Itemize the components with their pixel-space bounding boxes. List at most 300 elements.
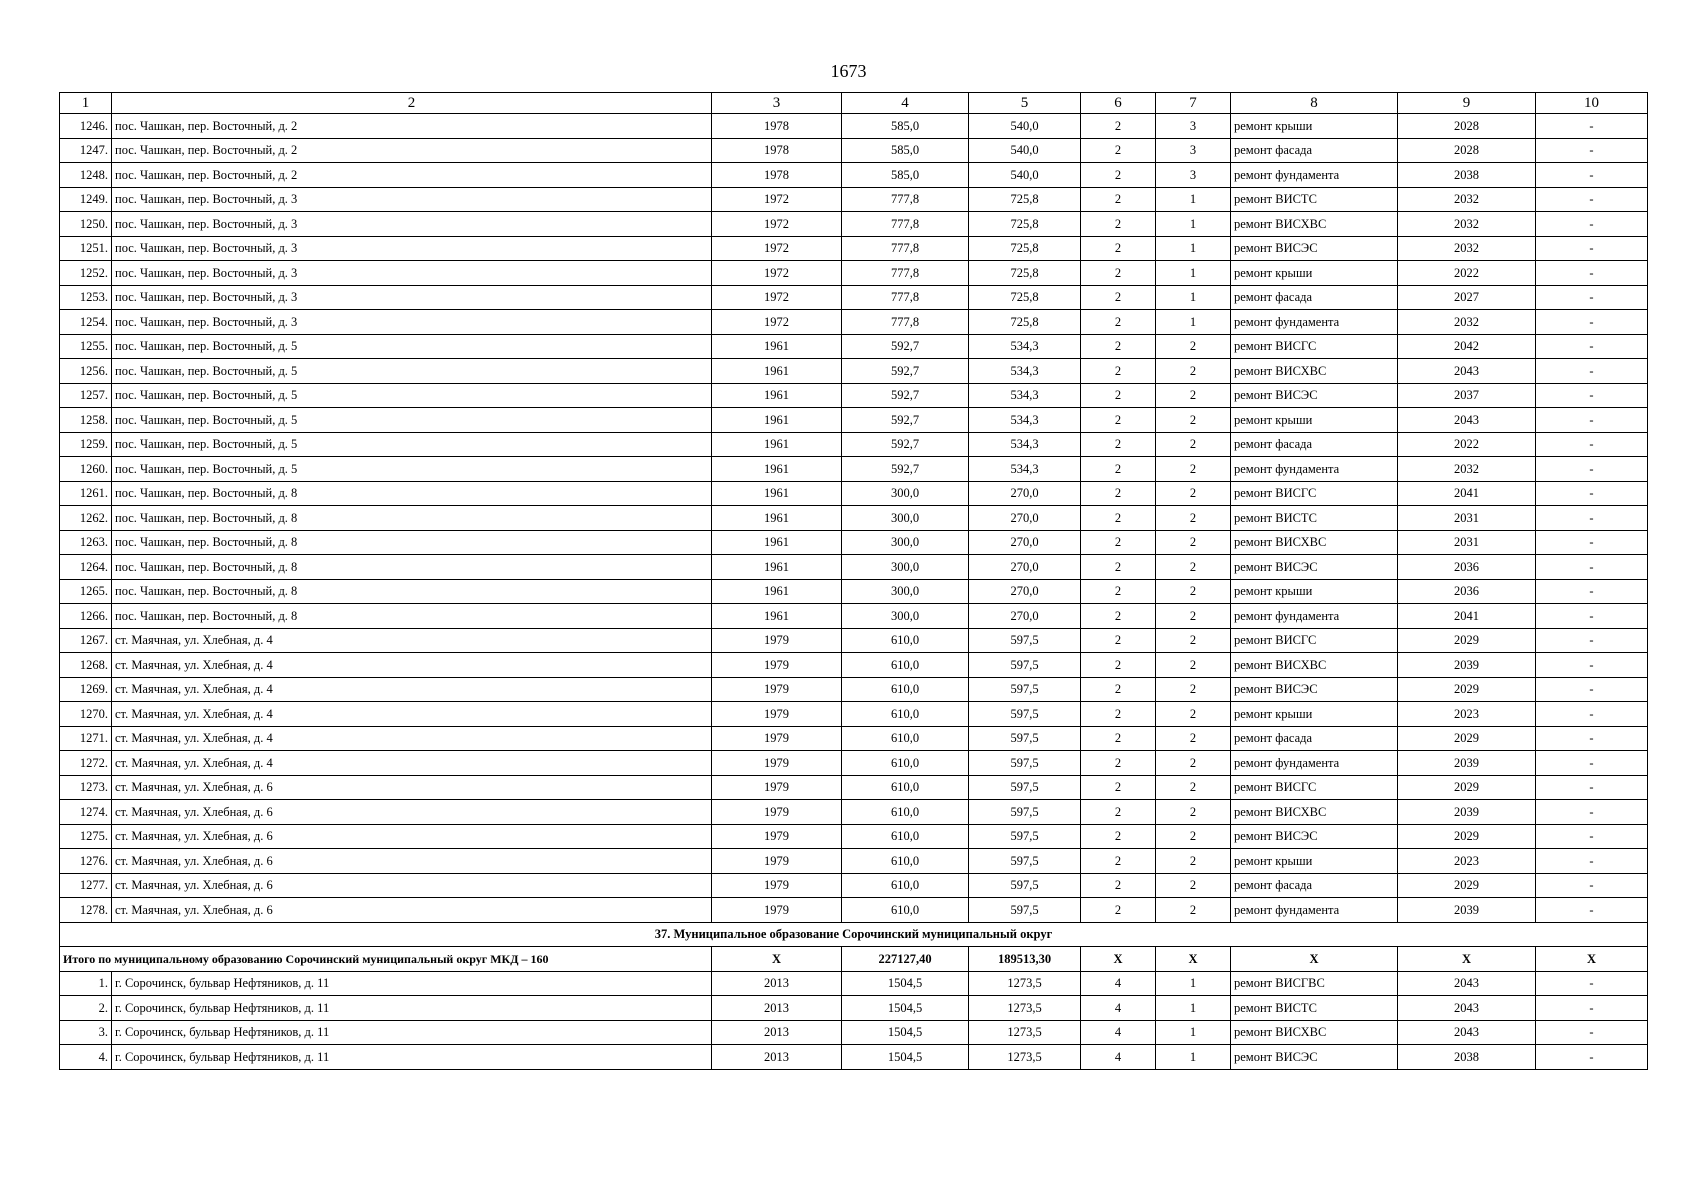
table-body-section-37-header bbox=[60, 922, 1648, 971]
cell-build-year: 1979 bbox=[712, 628, 842, 653]
cell-work-type: ремонт крыши bbox=[1231, 579, 1398, 604]
cell-row-number: 1262. bbox=[60, 506, 112, 531]
cell-area-living: 540,0 bbox=[969, 138, 1081, 163]
cell-build-year: 2013 bbox=[712, 1020, 842, 1045]
table-row bbox=[60, 628, 1648, 653]
cell-plan-year: 2031 bbox=[1398, 530, 1536, 555]
table-row bbox=[60, 138, 1648, 163]
cell-row-number: 1246. bbox=[60, 114, 112, 139]
cell-area-living: 597,5 bbox=[969, 702, 1081, 727]
cell-build-year: 1961 bbox=[712, 408, 842, 433]
cell-plan-year: 2023 bbox=[1398, 702, 1536, 727]
cell-plan-year: 2028 bbox=[1398, 114, 1536, 139]
cell-plan-year: 2027 bbox=[1398, 285, 1536, 310]
cell-row-number: 1263. bbox=[60, 530, 112, 555]
cell-plan-year: 2029 bbox=[1398, 726, 1536, 751]
cell-plan-year: 2028 bbox=[1398, 138, 1536, 163]
cell-plan-year: 2031 bbox=[1398, 506, 1536, 531]
table-row bbox=[60, 187, 1648, 212]
cell-plan-year: 2032 bbox=[1398, 187, 1536, 212]
table-row bbox=[60, 996, 1648, 1021]
cell-work-type: ремонт ВИСХВС bbox=[1231, 653, 1398, 678]
cell-area-total: 1504,5 bbox=[842, 971, 969, 996]
cell-work-type: ремонт фасада bbox=[1231, 285, 1398, 310]
cell-area-total: 610,0 bbox=[842, 653, 969, 678]
cell-note: - bbox=[1536, 334, 1648, 359]
cell-floors: 2 bbox=[1081, 726, 1156, 751]
cell-area-living: 534,3 bbox=[969, 334, 1081, 359]
cell-row-number: 1267. bbox=[60, 628, 112, 653]
cell-entrances: 2 bbox=[1156, 898, 1231, 923]
column-header: 10 bbox=[1536, 93, 1648, 114]
cell-build-year: 1979 bbox=[712, 653, 842, 678]
cell-work-type: ремонт крыши bbox=[1231, 114, 1398, 139]
cell-floors: 2 bbox=[1081, 187, 1156, 212]
cell-address: пос. Чашкан, пер. Восточный, д. 3 bbox=[112, 261, 712, 286]
cell-area-living: 597,5 bbox=[969, 824, 1081, 849]
cell-area-total: 592,7 bbox=[842, 334, 969, 359]
cell-address: пос. Чашкан, пер. Восточный, д. 8 bbox=[112, 555, 712, 580]
cell-entrances: 2 bbox=[1156, 555, 1231, 580]
cell-area-total: 777,8 bbox=[842, 285, 969, 310]
column-header: 2 bbox=[112, 93, 712, 114]
cell-area-total: 300,0 bbox=[842, 579, 969, 604]
cell-row-number: 1259. bbox=[60, 432, 112, 457]
cell-work-type: ремонт ВИСХВС bbox=[1231, 800, 1398, 825]
cell-note: - bbox=[1536, 653, 1648, 678]
cell-work-type: ремонт фундамента bbox=[1231, 310, 1398, 335]
cell-work-type: ремонт фундамента bbox=[1231, 457, 1398, 482]
cell-address: г. Сорочинск, бульвар Нефтяников, д. 11 bbox=[112, 996, 712, 1021]
cell-build-year: 1979 bbox=[712, 677, 842, 702]
section-title: 37. Муниципальное образование Сорочинский муниципальный округ bbox=[60, 922, 1648, 947]
cell-area-living: 540,0 bbox=[969, 163, 1081, 188]
cell-row-number: 1276. bbox=[60, 849, 112, 874]
cell-address: г. Сорочинск, бульвар Нефтяников, д. 11 bbox=[112, 1020, 712, 1045]
cell-work-type: ремонт фундамента bbox=[1231, 898, 1398, 923]
cell-entrances: 2 bbox=[1156, 653, 1231, 678]
cell-work-type: ремонт фасада bbox=[1231, 873, 1398, 898]
table-row bbox=[60, 114, 1648, 139]
cell-plan-year: 2029 bbox=[1398, 775, 1536, 800]
cell-entrances: 1 bbox=[1156, 996, 1231, 1021]
cell-address: пос. Чашкан, пер. Восточный, д. 3 bbox=[112, 236, 712, 261]
cell-area-total: 610,0 bbox=[842, 751, 969, 776]
table-body-section-36 bbox=[60, 114, 1648, 923]
cell-note: - bbox=[1536, 751, 1648, 776]
cell-note: - bbox=[1536, 775, 1648, 800]
cell-address: пос. Чашкан, пер. Восточный, д. 2 bbox=[112, 138, 712, 163]
table-row bbox=[60, 726, 1648, 751]
cell-note: - bbox=[1536, 873, 1648, 898]
cell-plan-year: 2032 bbox=[1398, 310, 1536, 335]
cell-work-type: ремонт крыши bbox=[1231, 702, 1398, 727]
cell-floors: 2 bbox=[1081, 359, 1156, 384]
cell-area-living: 725,8 bbox=[969, 261, 1081, 286]
cell-plan-year: 2029 bbox=[1398, 677, 1536, 702]
cell-entrances: 2 bbox=[1156, 677, 1231, 702]
cell-floors: 4 bbox=[1081, 996, 1156, 1021]
cell-address: г. Сорочинск, бульвар Нефтяников, д. 11 bbox=[112, 971, 712, 996]
cell-area-total: 300,0 bbox=[842, 604, 969, 629]
cell-floors: 2 bbox=[1081, 457, 1156, 482]
column-header: 5 bbox=[969, 93, 1081, 114]
table-row bbox=[60, 555, 1648, 580]
cell-area-total: 1504,5 bbox=[842, 1020, 969, 1045]
table-row bbox=[60, 432, 1648, 457]
cell-work-type: ремонт фасада bbox=[1231, 432, 1398, 457]
table-row bbox=[60, 800, 1648, 825]
cell-build-year: 1972 bbox=[712, 261, 842, 286]
cell-build-year: 2013 bbox=[712, 1045, 842, 1070]
cell-entrances: 2 bbox=[1156, 702, 1231, 727]
cell-entrances: 2 bbox=[1156, 334, 1231, 359]
cell-address: ст. Маячная, ул. Хлебная, д. 4 bbox=[112, 628, 712, 653]
cell-work-type: ремонт ВИСГС bbox=[1231, 334, 1398, 359]
cell-address: пос. Чашкан, пер. Восточный, д. 5 bbox=[112, 432, 712, 457]
cell-address: пос. Чашкан, пер. Восточный, д. 8 bbox=[112, 506, 712, 531]
cell-row-number: 1247. bbox=[60, 138, 112, 163]
cell-note: - bbox=[1536, 481, 1648, 506]
cell-row-number: 1255. bbox=[60, 334, 112, 359]
cell-note: - bbox=[1536, 359, 1648, 384]
cell-row-number: 1278. bbox=[60, 898, 112, 923]
cell-entrances: 2 bbox=[1156, 775, 1231, 800]
cell-plan-year: 2043 bbox=[1398, 996, 1536, 1021]
cell-area-total: 1504,5 bbox=[842, 996, 969, 1021]
cell-address: ст. Маячная, ул. Хлебная, д. 6 bbox=[112, 775, 712, 800]
cell-area-living: 597,5 bbox=[969, 775, 1081, 800]
table-body-section-37 bbox=[60, 971, 1648, 1069]
cell-area-living: 597,5 bbox=[969, 751, 1081, 776]
total-work: Х bbox=[1231, 947, 1398, 972]
cell-note: - bbox=[1536, 530, 1648, 555]
cell-entrances: 2 bbox=[1156, 359, 1231, 384]
cell-entrances: 2 bbox=[1156, 432, 1231, 457]
cell-area-living: 534,3 bbox=[969, 432, 1081, 457]
table-row bbox=[60, 457, 1648, 482]
cell-area-living: 597,5 bbox=[969, 628, 1081, 653]
cell-address: ст. Маячная, ул. Хлебная, д. 4 bbox=[112, 751, 712, 776]
cell-area-total: 610,0 bbox=[842, 873, 969, 898]
cell-row-number: 1257. bbox=[60, 383, 112, 408]
cell-floors: 2 bbox=[1081, 383, 1156, 408]
cell-floors: 2 bbox=[1081, 138, 1156, 163]
table-row bbox=[60, 677, 1648, 702]
cell-area-living: 534,3 bbox=[969, 457, 1081, 482]
cell-floors: 2 bbox=[1081, 628, 1156, 653]
cell-area-living: 597,5 bbox=[969, 653, 1081, 678]
cell-floors: 2 bbox=[1081, 775, 1156, 800]
cell-work-type: ремонт ВИСГВС bbox=[1231, 971, 1398, 996]
cell-build-year: 1961 bbox=[712, 530, 842, 555]
cell-floors: 4 bbox=[1081, 971, 1156, 996]
total-row bbox=[60, 947, 1648, 972]
cell-plan-year: 2022 bbox=[1398, 432, 1536, 457]
total-floors: Х bbox=[1081, 947, 1156, 972]
cell-floors: 2 bbox=[1081, 702, 1156, 727]
cell-floors: 2 bbox=[1081, 604, 1156, 629]
cell-work-type: ремонт фасада bbox=[1231, 726, 1398, 751]
table-row bbox=[60, 383, 1648, 408]
cell-area-total: 610,0 bbox=[842, 726, 969, 751]
cell-build-year: 1961 bbox=[712, 604, 842, 629]
cell-area-total: 585,0 bbox=[842, 114, 969, 139]
table-row bbox=[60, 604, 1648, 629]
cell-row-number: 1253. bbox=[60, 285, 112, 310]
cell-build-year: 1979 bbox=[712, 702, 842, 727]
table-row bbox=[60, 530, 1648, 555]
cell-work-type: ремонт фундамента bbox=[1231, 604, 1398, 629]
cell-plan-year: 2041 bbox=[1398, 604, 1536, 629]
cell-note: - bbox=[1536, 114, 1648, 139]
cell-address: пос. Чашкан, пер. Восточный, д. 2 bbox=[112, 114, 712, 139]
cell-work-type: ремонт ВИСЭС bbox=[1231, 824, 1398, 849]
cell-address: пос. Чашкан, пер. Восточный, д. 3 bbox=[112, 187, 712, 212]
cell-note: - bbox=[1536, 163, 1648, 188]
cell-row-number: 1271. bbox=[60, 726, 112, 751]
cell-work-type: ремонт ВИСГС bbox=[1231, 481, 1398, 506]
cell-area-living: 597,5 bbox=[969, 873, 1081, 898]
cell-area-living: 534,3 bbox=[969, 408, 1081, 433]
cell-build-year: 1972 bbox=[712, 310, 842, 335]
cell-build-year: 1972 bbox=[712, 285, 842, 310]
cell-note: - bbox=[1536, 628, 1648, 653]
cell-note: - bbox=[1536, 1020, 1648, 1045]
cell-work-type: ремонт фундамента bbox=[1231, 163, 1398, 188]
cell-build-year: 1979 bbox=[712, 775, 842, 800]
cell-area-living: 270,0 bbox=[969, 579, 1081, 604]
cell-row-number: 1248. bbox=[60, 163, 112, 188]
cell-note: - bbox=[1536, 971, 1648, 996]
table-row bbox=[60, 653, 1648, 678]
cell-plan-year: 2041 bbox=[1398, 481, 1536, 506]
cell-area-living: 270,0 bbox=[969, 506, 1081, 531]
cell-plan-year: 2037 bbox=[1398, 383, 1536, 408]
cell-area-total: 592,7 bbox=[842, 359, 969, 384]
table-row bbox=[60, 359, 1648, 384]
cell-area-total: 610,0 bbox=[842, 628, 969, 653]
cell-entrances: 1 bbox=[1156, 971, 1231, 996]
cell-area-total: 777,8 bbox=[842, 310, 969, 335]
cell-entrances: 2 bbox=[1156, 751, 1231, 776]
cell-note: - bbox=[1536, 506, 1648, 531]
table-row bbox=[60, 873, 1648, 898]
cell-entrances: 2 bbox=[1156, 873, 1231, 898]
cell-area-total: 777,8 bbox=[842, 236, 969, 261]
table-row bbox=[60, 481, 1648, 506]
cell-area-total: 592,7 bbox=[842, 383, 969, 408]
cell-row-number: 1273. bbox=[60, 775, 112, 800]
cell-entrances: 1 bbox=[1156, 187, 1231, 212]
cell-entrances: 1 bbox=[1156, 212, 1231, 237]
cell-floors: 2 bbox=[1081, 334, 1156, 359]
cell-work-type: ремонт ВИСХВС bbox=[1231, 212, 1398, 237]
cell-build-year: 2013 bbox=[712, 996, 842, 1021]
column-header: 6 bbox=[1081, 93, 1156, 114]
table-row bbox=[60, 579, 1648, 604]
column-header: 9 bbox=[1398, 93, 1536, 114]
cell-row-number: 1249. bbox=[60, 187, 112, 212]
cell-build-year: 1961 bbox=[712, 383, 842, 408]
cell-floors: 2 bbox=[1081, 677, 1156, 702]
cell-work-type: ремонт ВИСХВС bbox=[1231, 359, 1398, 384]
cell-address: пос. Чашкан, пер. Восточный, д. 8 bbox=[112, 481, 712, 506]
cell-note: - bbox=[1536, 579, 1648, 604]
cell-note: - bbox=[1536, 236, 1648, 261]
cell-area-living: 597,5 bbox=[969, 677, 1081, 702]
cell-note: - bbox=[1536, 383, 1648, 408]
cell-entrances: 2 bbox=[1156, 726, 1231, 751]
cell-plan-year: 2039 bbox=[1398, 898, 1536, 923]
cell-entrances: 1 bbox=[1156, 310, 1231, 335]
cell-plan-year: 2039 bbox=[1398, 800, 1536, 825]
table-row bbox=[60, 1045, 1648, 1070]
cell-row-number: 1258. bbox=[60, 408, 112, 433]
cell-build-year: 2013 bbox=[712, 971, 842, 996]
cell-plan-year: 2038 bbox=[1398, 1045, 1536, 1070]
cell-floors: 2 bbox=[1081, 114, 1156, 139]
table-row bbox=[60, 334, 1648, 359]
cell-build-year: 1979 bbox=[712, 751, 842, 776]
cell-work-type: ремонт ВИСЭС bbox=[1231, 677, 1398, 702]
total-note: Х bbox=[1536, 947, 1648, 972]
cell-address: пос. Чашкан, пер. Восточный, д. 8 bbox=[112, 579, 712, 604]
cell-address: пос. Чашкан, пер. Восточный, д. 8 bbox=[112, 530, 712, 555]
cell-row-number: 1277. bbox=[60, 873, 112, 898]
cell-area-total: 592,7 bbox=[842, 408, 969, 433]
cell-floors: 2 bbox=[1081, 261, 1156, 286]
cell-work-type: ремонт ВИСХВС bbox=[1231, 1020, 1398, 1045]
cell-address: ст. Маячная, ул. Хлебная, д. 6 bbox=[112, 873, 712, 898]
cell-plan-year: 2038 bbox=[1398, 163, 1536, 188]
table-row bbox=[60, 212, 1648, 237]
cell-area-total: 610,0 bbox=[842, 898, 969, 923]
cell-address: пос. Чашкан, пер. Восточный, д. 3 bbox=[112, 310, 712, 335]
cell-area-living: 725,8 bbox=[969, 236, 1081, 261]
cell-build-year: 1979 bbox=[712, 898, 842, 923]
cell-note: - bbox=[1536, 677, 1648, 702]
cell-plan-year: 2029 bbox=[1398, 628, 1536, 653]
cell-work-type: ремонт ВИСЭС bbox=[1231, 555, 1398, 580]
cell-area-total: 585,0 bbox=[842, 163, 969, 188]
cell-plan-year: 2029 bbox=[1398, 873, 1536, 898]
cell-floors: 2 bbox=[1081, 236, 1156, 261]
cell-entrances: 1 bbox=[1156, 285, 1231, 310]
table-row bbox=[60, 751, 1648, 776]
cell-row-number: 4. bbox=[60, 1045, 112, 1070]
cell-build-year: 1979 bbox=[712, 800, 842, 825]
repair-schedule-table bbox=[59, 92, 1648, 1070]
cell-entrances: 1 bbox=[1156, 1020, 1231, 1045]
cell-build-year: 1961 bbox=[712, 334, 842, 359]
cell-note: - bbox=[1536, 726, 1648, 751]
cell-note: - bbox=[1536, 800, 1648, 825]
cell-area-total: 610,0 bbox=[842, 824, 969, 849]
cell-row-number: 2. bbox=[60, 996, 112, 1021]
cell-row-number: 1260. bbox=[60, 457, 112, 482]
cell-row-number: 1275. bbox=[60, 824, 112, 849]
cell-address: пос. Чашкан, пер. Восточный, д. 2 bbox=[112, 163, 712, 188]
table-row bbox=[60, 775, 1648, 800]
cell-build-year: 1979 bbox=[712, 873, 842, 898]
cell-note: - bbox=[1536, 310, 1648, 335]
cell-floors: 2 bbox=[1081, 530, 1156, 555]
cell-entrances: 3 bbox=[1156, 163, 1231, 188]
column-number-header-row bbox=[60, 93, 1648, 114]
cell-row-number: 1252. bbox=[60, 261, 112, 286]
cell-plan-year: 2039 bbox=[1398, 751, 1536, 776]
table-row bbox=[60, 163, 1648, 188]
cell-floors: 2 bbox=[1081, 285, 1156, 310]
cell-build-year: 1979 bbox=[712, 726, 842, 751]
cell-area-living: 1273,5 bbox=[969, 971, 1081, 996]
cell-note: - bbox=[1536, 898, 1648, 923]
cell-note: - bbox=[1536, 849, 1648, 874]
cell-plan-year: 2032 bbox=[1398, 212, 1536, 237]
total-label: Итого по муниципальному образованию Сорочинский муниципальный округ МКД – 160 bbox=[60, 947, 712, 972]
cell-entrances: 2 bbox=[1156, 824, 1231, 849]
cell-note: - bbox=[1536, 702, 1648, 727]
cell-note: - bbox=[1536, 432, 1648, 457]
cell-area-total: 300,0 bbox=[842, 506, 969, 531]
cell-floors: 2 bbox=[1081, 824, 1156, 849]
cell-area-living: 725,8 bbox=[969, 285, 1081, 310]
cell-work-type: ремонт ВИСГС bbox=[1231, 775, 1398, 800]
cell-work-type: ремонт ВИСЭС bbox=[1231, 1045, 1398, 1070]
cell-row-number: 1256. bbox=[60, 359, 112, 384]
cell-plan-year: 2043 bbox=[1398, 1020, 1536, 1045]
cell-floors: 4 bbox=[1081, 1020, 1156, 1045]
cell-entrances: 2 bbox=[1156, 481, 1231, 506]
total-area-living: 189513,30 bbox=[969, 947, 1081, 972]
cell-note: - bbox=[1536, 138, 1648, 163]
cell-row-number: 1272. bbox=[60, 751, 112, 776]
cell-plan-year: 2036 bbox=[1398, 579, 1536, 604]
cell-entrances: 2 bbox=[1156, 604, 1231, 629]
cell-plan-year: 2032 bbox=[1398, 236, 1536, 261]
cell-area-total: 300,0 bbox=[842, 530, 969, 555]
cell-row-number: 1251. bbox=[60, 236, 112, 261]
cell-build-year: 1961 bbox=[712, 506, 842, 531]
cell-plan-year: 2036 bbox=[1398, 555, 1536, 580]
cell-floors: 2 bbox=[1081, 579, 1156, 604]
cell-entrances: 3 bbox=[1156, 114, 1231, 139]
cell-area-total: 610,0 bbox=[842, 702, 969, 727]
cell-work-type: ремонт крыши bbox=[1231, 408, 1398, 433]
cell-area-living: 540,0 bbox=[969, 114, 1081, 139]
cell-build-year: 1961 bbox=[712, 481, 842, 506]
cell-floors: 2 bbox=[1081, 653, 1156, 678]
cell-address: пос. Чашкан, пер. Восточный, д. 5 bbox=[112, 334, 712, 359]
cell-address: ст. Маячная, ул. Хлебная, д. 4 bbox=[112, 653, 712, 678]
cell-entrances: 2 bbox=[1156, 506, 1231, 531]
cell-note: - bbox=[1536, 1045, 1648, 1070]
cell-row-number: 1270. bbox=[60, 702, 112, 727]
cell-plan-year: 2043 bbox=[1398, 359, 1536, 384]
cell-work-type: ремонт фундамента bbox=[1231, 751, 1398, 776]
cell-row-number: 1250. bbox=[60, 212, 112, 237]
cell-row-number: 1268. bbox=[60, 653, 112, 678]
cell-plan-year: 2043 bbox=[1398, 971, 1536, 996]
cell-area-living: 270,0 bbox=[969, 530, 1081, 555]
cell-floors: 2 bbox=[1081, 873, 1156, 898]
cell-build-year: 1979 bbox=[712, 824, 842, 849]
cell-floors: 2 bbox=[1081, 163, 1156, 188]
table-row bbox=[60, 1020, 1648, 1045]
cell-build-year: 1978 bbox=[712, 114, 842, 139]
cell-note: - bbox=[1536, 824, 1648, 849]
